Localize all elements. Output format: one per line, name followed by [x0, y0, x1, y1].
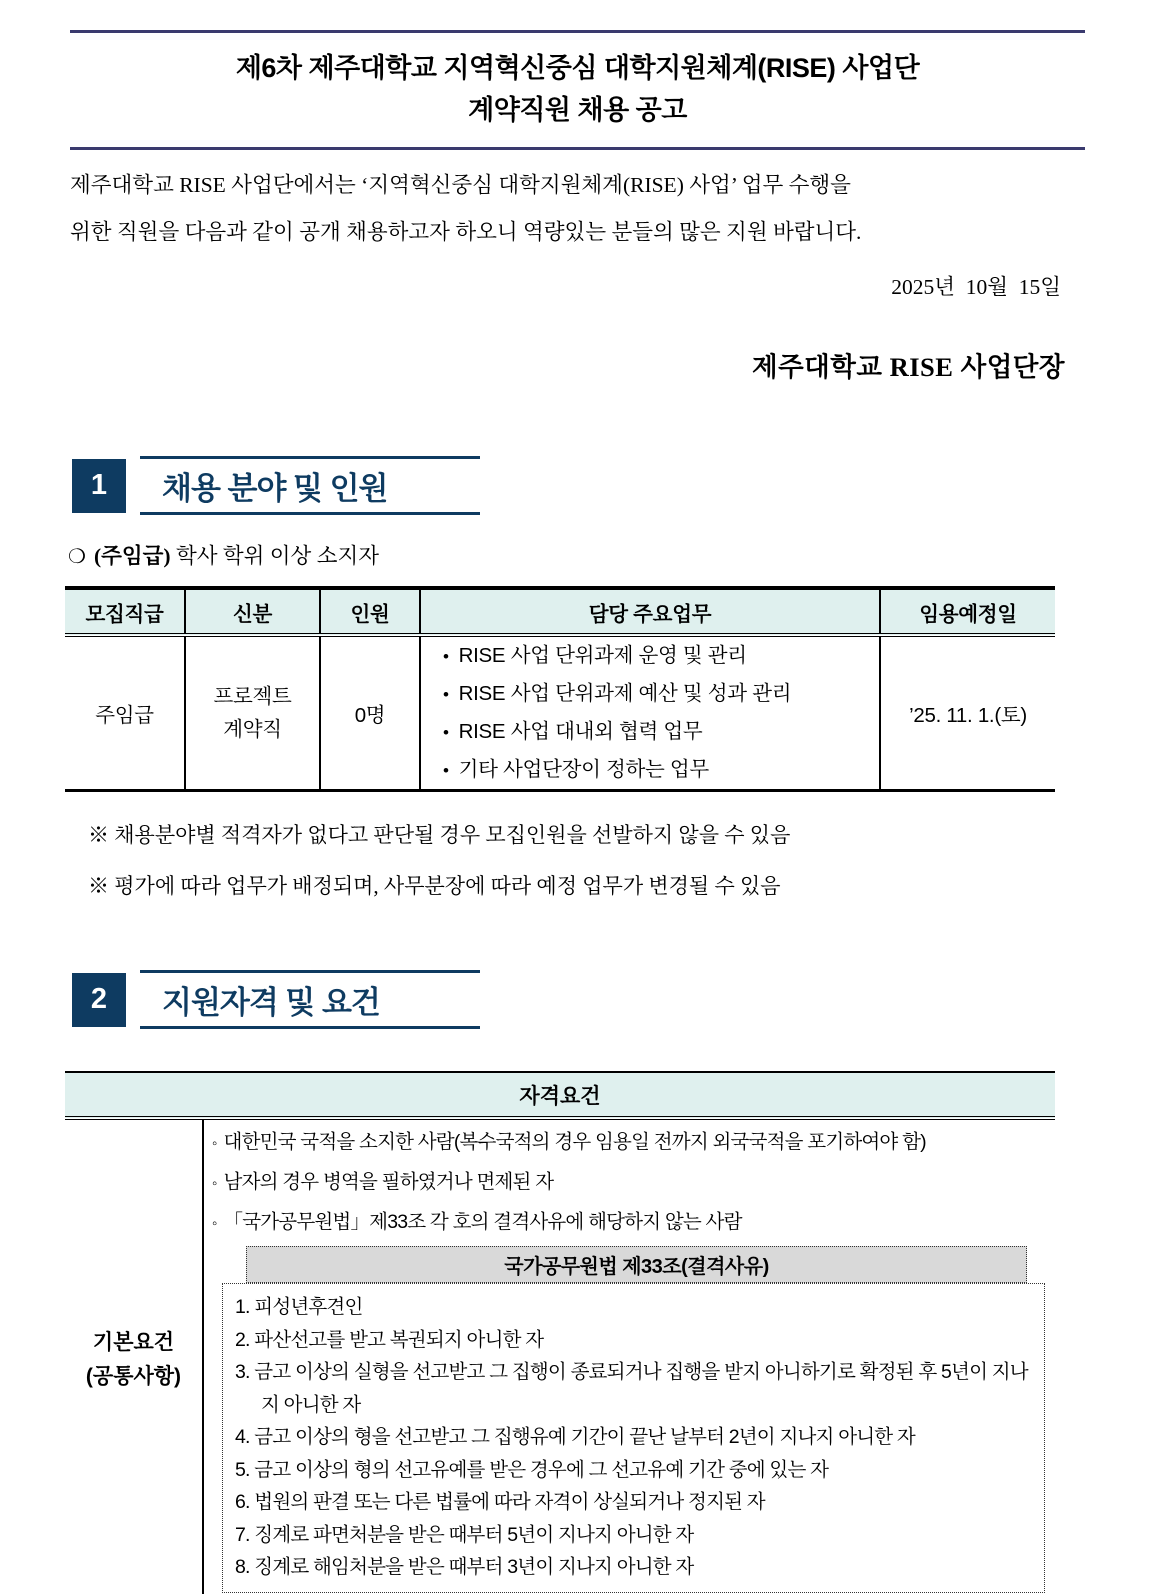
circle-bullet-small-icon: ◦: [212, 1175, 217, 1192]
signer-text: 제주대학교 RISE 사업단장: [751, 352, 1065, 382]
document-title-line1: 제6차 제주대학교 지역혁신중심 대학지원체계(RISE) 사업단: [235, 53, 920, 83]
basic-requirement-label-line1: 기본요건: [92, 1331, 175, 1355]
law-item: 2. 파산선고를 받고 복권되지 아니한 자: [235, 1328, 544, 1351]
law-item: 7. 징계로 파면처분을 받은 때부터 5년이 지나지 아니한 자: [235, 1523, 694, 1546]
recruitment-table-header-cell: 임용예정일: [880, 588, 1055, 635]
bullet-dot-icon: •: [443, 685, 449, 704]
law-item: 1. 피성년후견인: [235, 1296, 363, 1318]
document-title-block: [70, 30, 1085, 150]
status-line1: 프로젝트: [213, 685, 292, 708]
grade-label: (주임급): [93, 544, 171, 568]
duties-cell: [420, 635, 880, 791]
law-box-title: 국가공무원법 제33조(결격사유): [246, 1246, 1027, 1283]
start-date-cell: ’25. 11. 1.(토): [880, 635, 1055, 791]
bullet-dot-icon: •: [443, 647, 449, 666]
duty-item: [443, 713, 879, 751]
note-line: ※ 채용분야별 적격자가 없다고 판단될 경우 모집인원을 선발하지 않을 수 있음: [88, 823, 791, 847]
law-item: 5. 금고 이상의 형의 선고유예를 받은 경우에 그 선고유예 기간 중에 있는 자: [235, 1458, 829, 1481]
document-title-line2: 계약직원 채용 공고: [468, 95, 687, 125]
grade-requirement-line: [68, 539, 1153, 570]
qualification-content-cell: [203, 1118, 1055, 1594]
circle-bullet-icon: ❍: [68, 546, 86, 568]
section1-header: [72, 456, 1153, 515]
grade-requirement-text: 학사 학위 이상 소지자: [175, 544, 380, 568]
section2-title: 지원자격 및 요건: [162, 985, 380, 1020]
recruitment-table-header-cell: 인원: [320, 588, 420, 635]
recruitment-table-header-cell: 신분: [185, 588, 320, 635]
notes-block: [88, 810, 1153, 912]
duty-item: [443, 675, 879, 713]
basic-requirement-label-cell: [65, 1118, 203, 1594]
requirement-text: 남자의 경우 병역을 필하였거나 면제된 자: [223, 1171, 554, 1193]
duty-text: RISE 사업 단위과제 운영 및 관리: [458, 644, 747, 667]
qualification-table-header-cell: 자격요건: [65, 1072, 1055, 1118]
section1-title: 채용 분야 및 인원: [162, 471, 388, 506]
recruitment-table: [65, 586, 1055, 792]
recruitment-table-header-cell: 담당 주요업무: [420, 588, 880, 635]
date-text: 2025년 10월 15일: [891, 275, 1061, 299]
requirement-item: [212, 1203, 1049, 1243]
bullet-dot-icon: •: [443, 723, 449, 742]
law-item: 6. 법원의 판결 또는 다른 법률에 따라 자격이 상실되거나 정지된 자: [235, 1491, 765, 1513]
law-item: 8. 징계로 해임처분을 받은 때부터 3년이 지나지 아니한 자: [235, 1556, 694, 1578]
circle-bullet-small-icon: ◦: [212, 1135, 217, 1152]
section1-title-rule: [140, 456, 480, 515]
law-box: [222, 1283, 1045, 1593]
duty-text: 기타 사업단장이 정하는 업무: [458, 758, 709, 781]
requirement-text: 「국가공무원법」제33조 각 호의 결격사유에 해당하지 않는 사람: [223, 1211, 742, 1233]
note-line: ※ 평가에 따라 업무가 배정되며, 사무분장에 따라 예정 업무가 변경될 수 있음: [88, 874, 781, 898]
section1-number-badge: 1: [72, 459, 126, 513]
basic-requirement-label-line2: (공통사항): [85, 1365, 182, 1389]
law-item: 3. 금고 이상의 실형을 선고받고 그 집행이 종료되거나 집행을 받지 아니하기로 확정된 후 5년이 지나지 아니한 자: [235, 1361, 1028, 1416]
count-cell: 0명: [320, 635, 420, 791]
recruitment-table-header-row: [65, 588, 1055, 635]
qualification-table-header-row: [65, 1072, 1055, 1118]
duty-text: RISE 사업 대내외 협력 업무: [458, 720, 703, 743]
recruitment-table-row: [65, 635, 1055, 791]
recruitment-table-header-cell: 모집직급: [65, 588, 185, 635]
grade-cell: 주임급: [95, 704, 154, 727]
requirement-item: [212, 1163, 1049, 1203]
duty-item: [443, 751, 879, 789]
circle-bullet-small-icon: ◦: [212, 1215, 217, 1232]
section2-header: [72, 970, 1153, 1029]
section2-title-rule: [140, 970, 480, 1029]
bullet-dot-icon: •: [443, 761, 449, 780]
requirement-item: [212, 1123, 1049, 1163]
requirement-text: 대한민국 국적을 소지한 사람(복수국적의 경우 임용일 전까지 외국국적을 포기하여야 함): [223, 1131, 926, 1153]
status-cell: [185, 635, 320, 791]
requirements-list: [212, 1123, 1049, 1243]
duty-text: RISE 사업 단위과제 예산 및 성과 관리: [458, 682, 792, 705]
intro-line1: 제주대학교 RISE 사업단에서는 ‘지역혁신중심 대학지원체계(RISE) 사업’ 업무 수행을: [70, 173, 851, 197]
intro-line2: 위한 직원을 다음과 같이 공개 채용하고자 하오니 역량있는 분들의 많은 지원 바랍니다.: [70, 220, 862, 244]
duty-item: [443, 637, 879, 675]
status-line2: 계약직: [223, 718, 282, 741]
intro-paragraph: [70, 162, 1085, 256]
qualification-table: [65, 1071, 1055, 1594]
qualification-table-row: [65, 1118, 1055, 1594]
section2-number-badge: 2: [72, 973, 126, 1027]
law-item: 4. 금고 이상의 형을 선고받고 그 집행유예 기간이 끝난 날부터 2년이 지나지 아니한 자: [235, 1426, 915, 1448]
